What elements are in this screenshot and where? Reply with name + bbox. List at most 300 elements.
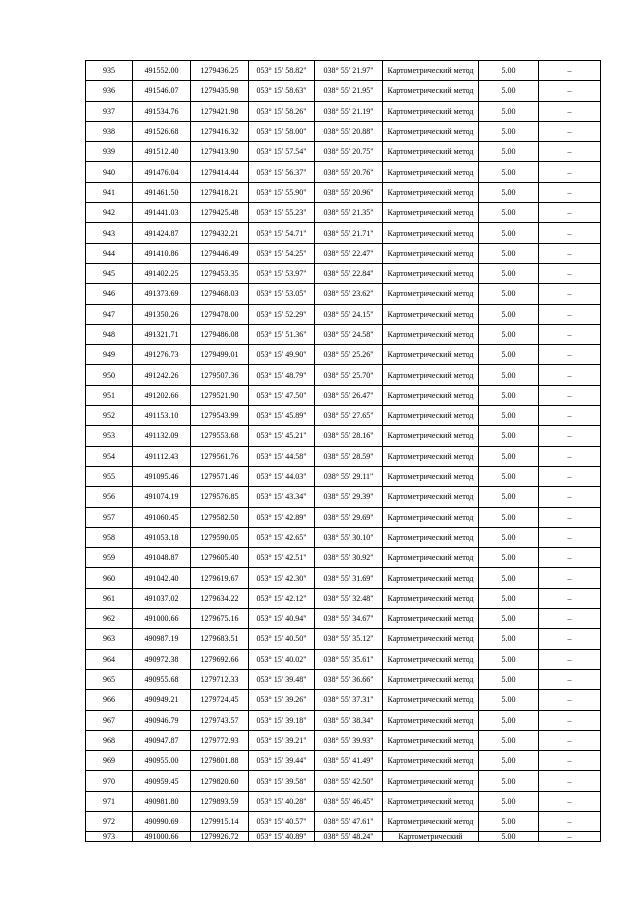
table-row [86, 568, 601, 588]
method-cell: Картометрический метод [383, 81, 479, 101]
longitude-cell: 038° 55' 25.70" [315, 365, 383, 385]
note-cell: – [539, 669, 601, 689]
y-coordinate-cell: 1279561.76 [191, 446, 249, 466]
x-coordinate-cell: 491350.26 [133, 304, 191, 324]
accuracy-cell: 5.00 [479, 751, 539, 771]
x-coordinate-cell: 491000.66 [133, 609, 191, 629]
point-number-cell: 968 [86, 730, 133, 750]
accuracy-cell: 5.00 [479, 365, 539, 385]
latitude-cell: 053° 15' 52.29" [249, 304, 315, 324]
table-row [86, 548, 601, 568]
table-row [86, 385, 601, 405]
accuracy-cell: 5.00 [479, 324, 539, 344]
accuracy-cell: 5.00 [479, 284, 539, 304]
point-number-cell: 950 [86, 365, 133, 385]
accuracy-cell: 5.00 [479, 162, 539, 182]
method-cell: Картометрический метод [383, 162, 479, 182]
x-coordinate-cell: 491132.09 [133, 426, 191, 446]
x-coordinate-cell: 490959.45 [133, 771, 191, 791]
longitude-cell: 038° 55' 20.75" [315, 142, 383, 162]
y-coordinate-cell: 1279634.22 [191, 588, 249, 608]
longitude-cell: 038° 55' 28.59" [315, 446, 383, 466]
method-cell: Картометрический метод [383, 548, 479, 568]
longitude-cell: 038° 55' 38.34" [315, 710, 383, 730]
note-cell: – [539, 466, 601, 486]
latitude-cell: 053° 15' 40.50" [249, 629, 315, 649]
method-cell: Картометрический метод [383, 487, 479, 507]
method-cell: Картометрический метод [383, 426, 479, 446]
table-row [86, 263, 601, 283]
note-cell: – [539, 162, 601, 182]
point-number-cell: 962 [86, 609, 133, 629]
note-cell: – [539, 406, 601, 426]
accuracy-cell: 5.00 [479, 121, 539, 141]
latitude-cell: 053° 15' 42.65" [249, 527, 315, 547]
method-cell: Картометрический метод [383, 466, 479, 486]
table-row [86, 690, 601, 710]
method-cell: Картометрический метод [383, 182, 479, 202]
method-cell: Картометрический метод [383, 61, 479, 81]
y-coordinate-cell: 1279413.90 [191, 142, 249, 162]
accuracy-cell: 5.00 [479, 548, 539, 568]
method-cell: Картометрический метод [383, 284, 479, 304]
point-number-cell: 971 [86, 791, 133, 811]
latitude-cell: 053° 15' 53.97" [249, 263, 315, 283]
latitude-cell: 053° 15' 45.89" [249, 406, 315, 426]
note-cell: – [539, 142, 601, 162]
x-coordinate-cell: 491000.66 [133, 832, 191, 842]
y-coordinate-cell: 1279425.48 [191, 203, 249, 223]
method-cell: Картометрический метод [383, 588, 479, 608]
method-cell: Картометрический метод [383, 324, 479, 344]
table-row [86, 832, 601, 842]
note-cell: – [539, 345, 601, 365]
table-row [86, 730, 601, 750]
longitude-cell: 038° 55' 21.35" [315, 203, 383, 223]
accuracy-cell: 5.00 [479, 669, 539, 689]
accuracy-cell: 5.00 [479, 446, 539, 466]
y-coordinate-cell: 1279743.57 [191, 710, 249, 730]
accuracy-cell: 5.00 [479, 649, 539, 669]
accuracy-cell: 5.00 [479, 385, 539, 405]
note-cell: – [539, 548, 601, 568]
x-coordinate-cell: 490955.68 [133, 669, 191, 689]
x-coordinate-cell: 491095.46 [133, 466, 191, 486]
point-number-cell: 959 [86, 548, 133, 568]
point-number-cell: 972 [86, 811, 133, 831]
accuracy-cell: 5.00 [479, 223, 539, 243]
x-coordinate-cell: 491402.25 [133, 263, 191, 283]
accuracy-cell: 5.00 [479, 304, 539, 324]
method-cell: Картометрический [383, 832, 479, 842]
note-cell: – [539, 182, 601, 202]
point-number-cell: 935 [86, 61, 133, 81]
point-number-cell: 970 [86, 771, 133, 791]
x-coordinate-cell: 491074.19 [133, 487, 191, 507]
accuracy-cell: 5.00 [479, 61, 539, 81]
x-coordinate-cell: 491476.04 [133, 162, 191, 182]
point-number-cell: 961 [86, 588, 133, 608]
latitude-cell: 053° 15' 49.90" [249, 345, 315, 365]
longitude-cell: 038° 55' 36.66" [315, 669, 383, 689]
longitude-cell: 038° 55' 24.15" [315, 304, 383, 324]
x-coordinate-cell: 491053.18 [133, 527, 191, 547]
point-number-cell: 960 [86, 568, 133, 588]
note-cell: – [539, 811, 601, 831]
point-number-cell: 953 [86, 426, 133, 446]
point-number-cell: 944 [86, 243, 133, 263]
latitude-cell: 053° 15' 45.21" [249, 426, 315, 446]
accuracy-cell: 5.00 [479, 771, 539, 791]
y-coordinate-cell: 1279893.59 [191, 791, 249, 811]
longitude-cell: 038° 55' 23.62" [315, 284, 383, 304]
method-cell: Картометрический метод [383, 406, 479, 426]
table-row [86, 507, 601, 527]
note-cell: – [539, 324, 601, 344]
table-row [86, 588, 601, 608]
table-row [86, 243, 601, 263]
method-cell: Картометрический метод [383, 121, 479, 141]
note-cell: – [539, 771, 601, 791]
note-cell: – [539, 223, 601, 243]
point-number-cell: 965 [86, 669, 133, 689]
note-cell: – [539, 832, 601, 842]
accuracy-cell: 5.00 [479, 182, 539, 202]
latitude-cell: 053° 15' 42.51" [249, 548, 315, 568]
method-cell: Картометрический метод [383, 304, 479, 324]
y-coordinate-cell: 1279414.44 [191, 162, 249, 182]
table-row [86, 142, 601, 162]
y-coordinate-cell: 1279724.45 [191, 690, 249, 710]
x-coordinate-cell: 491242.26 [133, 365, 191, 385]
table-row [86, 446, 601, 466]
table-row [86, 61, 601, 81]
x-coordinate-cell: 491321.71 [133, 324, 191, 344]
method-cell: Картометрический метод [383, 568, 479, 588]
table-row [86, 791, 601, 811]
x-coordinate-cell: 491441.03 [133, 203, 191, 223]
note-cell: – [539, 203, 601, 223]
y-coordinate-cell: 1279478.00 [191, 304, 249, 324]
note-cell: – [539, 446, 601, 466]
note-cell: – [539, 61, 601, 81]
latitude-cell: 053° 15' 44.03" [249, 466, 315, 486]
accuracy-cell: 5.00 [479, 730, 539, 750]
method-cell: Картометрический метод [383, 730, 479, 750]
note-cell: – [539, 588, 601, 608]
y-coordinate-cell: 1279582.50 [191, 507, 249, 527]
latitude-cell: 053° 15' 39.58" [249, 771, 315, 791]
accuracy-cell: 5.00 [479, 832, 539, 842]
note-cell: – [539, 730, 601, 750]
note-cell: – [539, 81, 601, 101]
table-row [86, 751, 601, 771]
point-number-cell: 966 [86, 690, 133, 710]
latitude-cell: 053° 15' 40.28" [249, 791, 315, 811]
longitude-cell: 038° 55' 35.61" [315, 649, 383, 669]
latitude-cell: 053° 15' 58.82" [249, 61, 315, 81]
note-cell: – [539, 629, 601, 649]
note-cell: – [539, 791, 601, 811]
x-coordinate-cell: 491410.86 [133, 243, 191, 263]
longitude-cell: 038° 55' 20.96" [315, 182, 383, 202]
x-coordinate-cell: 491060.45 [133, 507, 191, 527]
longitude-cell: 038° 55' 34.67" [315, 609, 383, 629]
point-number-cell: 936 [86, 81, 133, 101]
note-cell: – [539, 710, 601, 730]
longitude-cell: 038° 55' 31.69" [315, 568, 383, 588]
longitude-cell: 038° 55' 21.71" [315, 223, 383, 243]
latitude-cell: 053° 15' 58.26" [249, 101, 315, 121]
table-row [86, 771, 601, 791]
table-body [86, 61, 601, 842]
latitude-cell: 053° 15' 40.02" [249, 649, 315, 669]
method-cell: Картометрический метод [383, 751, 479, 771]
latitude-cell: 053° 15' 42.12" [249, 588, 315, 608]
x-coordinate-cell: 491153.10 [133, 406, 191, 426]
note-cell: – [539, 426, 601, 446]
method-cell: Картометрический метод [383, 771, 479, 791]
table-row [86, 609, 601, 629]
table-row [86, 81, 601, 101]
x-coordinate-cell: 491526.68 [133, 121, 191, 141]
method-cell: Картометрический метод [383, 527, 479, 547]
accuracy-cell: 5.00 [479, 710, 539, 730]
point-number-cell: 937 [86, 101, 133, 121]
point-number-cell: 951 [86, 385, 133, 405]
accuracy-cell: 5.00 [479, 507, 539, 527]
x-coordinate-cell: 490987.19 [133, 629, 191, 649]
accuracy-cell: 5.00 [479, 609, 539, 629]
longitude-cell: 038° 55' 26.47" [315, 385, 383, 405]
latitude-cell: 053° 15' 58.00" [249, 121, 315, 141]
longitude-cell: 038° 55' 37.31" [315, 690, 383, 710]
latitude-cell: 053° 15' 51.36" [249, 324, 315, 344]
x-coordinate-cell: 491037.02 [133, 588, 191, 608]
table-row [86, 365, 601, 385]
point-number-cell: 946 [86, 284, 133, 304]
y-coordinate-cell: 1279499.01 [191, 345, 249, 365]
longitude-cell: 038° 55' 41.49" [315, 751, 383, 771]
point-number-cell: 942 [86, 203, 133, 223]
longitude-cell: 038° 55' 28.16" [315, 426, 383, 446]
method-cell: Картометрический метод [383, 791, 479, 811]
longitude-cell: 038° 55' 30.92" [315, 548, 383, 568]
latitude-cell: 053° 15' 40.94" [249, 609, 315, 629]
note-cell: – [539, 284, 601, 304]
longitude-cell: 038° 55' 42.50" [315, 771, 383, 791]
y-coordinate-cell: 1279605.40 [191, 548, 249, 568]
method-cell: Картометрический метод [383, 101, 479, 121]
y-coordinate-cell: 1279675.16 [191, 609, 249, 629]
longitude-cell: 038° 55' 29.11" [315, 466, 383, 486]
table-row [86, 710, 601, 730]
point-number-cell: 938 [86, 121, 133, 141]
accuracy-cell: 5.00 [479, 345, 539, 365]
y-coordinate-cell: 1279571.46 [191, 466, 249, 486]
longitude-cell: 038° 55' 30.10" [315, 527, 383, 547]
accuracy-cell: 5.00 [479, 243, 539, 263]
y-coordinate-cell: 1279436.25 [191, 61, 249, 81]
latitude-cell: 053° 15' 57.54" [249, 142, 315, 162]
method-cell: Картометрический метод [383, 263, 479, 283]
table-row [86, 304, 601, 324]
latitude-cell: 053° 15' 54.71" [249, 223, 315, 243]
note-cell: – [539, 507, 601, 527]
table-row [86, 406, 601, 426]
accuracy-cell: 5.00 [479, 811, 539, 831]
note-cell: – [539, 609, 601, 629]
point-number-cell: 969 [86, 751, 133, 771]
y-coordinate-cell: 1279521.90 [191, 385, 249, 405]
x-coordinate-cell: 490990.69 [133, 811, 191, 831]
point-number-cell: 941 [86, 182, 133, 202]
coordinates-table [85, 60, 601, 842]
y-coordinate-cell: 1279801.88 [191, 751, 249, 771]
table-row [86, 426, 601, 446]
point-number-cell: 949 [86, 345, 133, 365]
y-coordinate-cell: 1279435.98 [191, 81, 249, 101]
point-number-cell: 940 [86, 162, 133, 182]
latitude-cell: 053° 15' 39.18" [249, 710, 315, 730]
method-cell: Картометрический метод [383, 203, 479, 223]
latitude-cell: 053° 15' 40.57" [249, 811, 315, 831]
note-cell: – [539, 751, 601, 771]
longitude-cell: 038° 55' 39.93" [315, 730, 383, 750]
method-cell: Картометрический метод [383, 710, 479, 730]
y-coordinate-cell: 1279712.33 [191, 669, 249, 689]
note-cell: – [539, 527, 601, 547]
accuracy-cell: 5.00 [479, 487, 539, 507]
longitude-cell: 038° 55' 29.39" [315, 487, 383, 507]
x-coordinate-cell: 490972.38 [133, 649, 191, 669]
point-number-cell: 955 [86, 466, 133, 486]
note-cell: – [539, 365, 601, 385]
accuracy-cell: 5.00 [479, 426, 539, 446]
table-row [86, 345, 601, 365]
latitude-cell: 053° 15' 58.63" [249, 81, 315, 101]
point-number-cell: 967 [86, 710, 133, 730]
x-coordinate-cell: 491552.00 [133, 61, 191, 81]
y-coordinate-cell: 1279468.03 [191, 284, 249, 304]
point-number-cell: 973 [86, 832, 133, 842]
note-cell: – [539, 649, 601, 669]
latitude-cell: 053° 15' 39.26" [249, 690, 315, 710]
table-row [86, 162, 601, 182]
accuracy-cell: 5.00 [479, 406, 539, 426]
note-cell: – [539, 304, 601, 324]
x-coordinate-cell: 491112.43 [133, 446, 191, 466]
note-cell: – [539, 385, 601, 405]
method-cell: Картометрический метод [383, 609, 479, 629]
point-number-cell: 956 [86, 487, 133, 507]
longitude-cell: 038° 55' 22.84" [315, 263, 383, 283]
accuracy-cell: 5.00 [479, 791, 539, 811]
accuracy-cell: 5.00 [479, 263, 539, 283]
longitude-cell: 038° 55' 22.47" [315, 243, 383, 263]
x-coordinate-cell: 491461.50 [133, 182, 191, 202]
longitude-cell: 038° 55' 27.65" [315, 406, 383, 426]
latitude-cell: 053° 15' 43.34" [249, 487, 315, 507]
accuracy-cell: 5.00 [479, 629, 539, 649]
y-coordinate-cell: 1279590.05 [191, 527, 249, 547]
point-number-cell: 948 [86, 324, 133, 344]
x-coordinate-cell: 490947.87 [133, 730, 191, 750]
table-row [86, 101, 601, 121]
y-coordinate-cell: 1279432.21 [191, 223, 249, 243]
latitude-cell: 053° 15' 47.50" [249, 385, 315, 405]
x-coordinate-cell: 491546.07 [133, 81, 191, 101]
y-coordinate-cell: 1279683.51 [191, 629, 249, 649]
latitude-cell: 053° 15' 42.30" [249, 568, 315, 588]
longitude-cell: 038° 55' 29.69" [315, 507, 383, 527]
y-coordinate-cell: 1279619.67 [191, 568, 249, 588]
note-cell: – [539, 487, 601, 507]
y-coordinate-cell: 1279772.93 [191, 730, 249, 750]
latitude-cell: 053° 15' 42.89" [249, 507, 315, 527]
table-row [86, 466, 601, 486]
accuracy-cell: 5.00 [479, 81, 539, 101]
y-coordinate-cell: 1279915.14 [191, 811, 249, 831]
method-cell: Картометрический метод [383, 345, 479, 365]
method-cell: Картометрический метод [383, 446, 479, 466]
table-row [86, 203, 601, 223]
longitude-cell: 038° 55' 21.19" [315, 101, 383, 121]
note-cell: – [539, 690, 601, 710]
accuracy-cell: 5.00 [479, 568, 539, 588]
longitude-cell: 038° 55' 35.12" [315, 629, 383, 649]
y-coordinate-cell: 1279692.66 [191, 649, 249, 669]
x-coordinate-cell: 490981.80 [133, 791, 191, 811]
method-cell: Картометрический метод [383, 365, 479, 385]
x-coordinate-cell: 491202.66 [133, 385, 191, 405]
table-row [86, 223, 601, 243]
method-cell: Картометрический метод [383, 669, 479, 689]
method-cell: Картометрический метод [383, 649, 479, 669]
table-row [86, 182, 601, 202]
table-row [86, 487, 601, 507]
point-number-cell: 952 [86, 406, 133, 426]
accuracy-cell: 5.00 [479, 690, 539, 710]
y-coordinate-cell: 1279553.68 [191, 426, 249, 446]
method-cell: Картометрический метод [383, 507, 479, 527]
method-cell: Картометрический метод [383, 690, 479, 710]
y-coordinate-cell: 1279453.35 [191, 263, 249, 283]
table-row [86, 121, 601, 141]
longitude-cell: 038° 55' 21.95" [315, 81, 383, 101]
y-coordinate-cell: 1279418.21 [191, 182, 249, 202]
point-number-cell: 945 [86, 263, 133, 283]
y-coordinate-cell: 1279576.85 [191, 487, 249, 507]
latitude-cell: 053° 15' 44.58" [249, 446, 315, 466]
latitude-cell: 053° 15' 39.44" [249, 751, 315, 771]
accuracy-cell: 5.00 [479, 142, 539, 162]
x-coordinate-cell: 491534.76 [133, 101, 191, 121]
y-coordinate-cell: 1279486.08 [191, 324, 249, 344]
y-coordinate-cell: 1279421.98 [191, 101, 249, 121]
coordinate-sheet [85, 60, 600, 842]
longitude-cell: 038° 55' 24.58" [315, 324, 383, 344]
accuracy-cell: 5.00 [479, 466, 539, 486]
table-row [86, 649, 601, 669]
latitude-cell: 053° 15' 39.21" [249, 730, 315, 750]
x-coordinate-cell: 491042.40 [133, 568, 191, 588]
y-coordinate-cell: 1279446.49 [191, 243, 249, 263]
y-coordinate-cell: 1279543.99 [191, 406, 249, 426]
x-coordinate-cell: 491424.87 [133, 223, 191, 243]
method-cell: Картометрический метод [383, 243, 479, 263]
x-coordinate-cell: 491048.87 [133, 548, 191, 568]
